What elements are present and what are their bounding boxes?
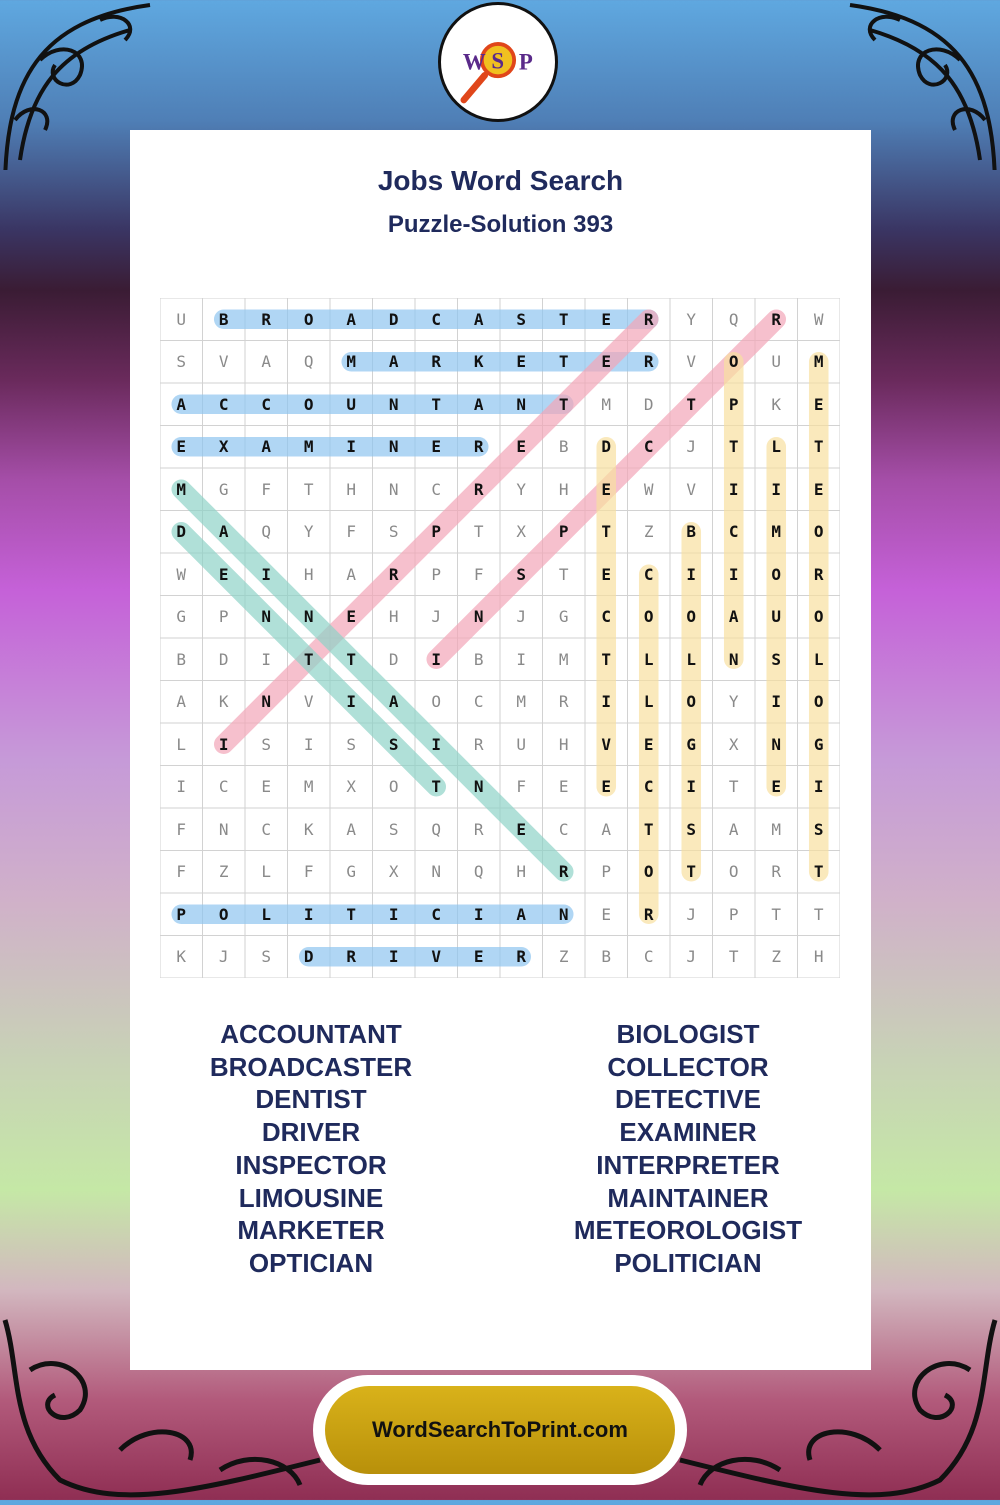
- grid-cell: L: [261, 862, 272, 882]
- grid-cell: T: [728, 777, 739, 797]
- grid-cell: T: [813, 904, 824, 924]
- grid-cell: J: [686, 437, 697, 457]
- grid-cell: I: [728, 564, 739, 584]
- grid-cell: A: [261, 437, 272, 457]
- grid-cell: R: [813, 564, 824, 584]
- grid-cell: T: [558, 309, 569, 329]
- grid-cell: H: [388, 607, 399, 627]
- grid-cell: E: [346, 607, 357, 627]
- grid-cell: G: [813, 734, 824, 754]
- grid-cell: C: [473, 692, 484, 712]
- word-list-item: COLLECTOR: [607, 1051, 769, 1082]
- grid-cell: S: [346, 734, 357, 754]
- grid-cell: P: [176, 904, 187, 924]
- grid-cell: T: [686, 394, 697, 414]
- grid-cell: T: [303, 649, 314, 669]
- grid-cell: M: [516, 692, 527, 712]
- grid-cell: R: [643, 904, 654, 924]
- grid-cell: A: [601, 819, 612, 839]
- website-link[interactable]: WordSearchToPrint.com: [325, 1386, 675, 1474]
- grid-cell: O: [771, 564, 782, 584]
- grid-cell: M: [303, 777, 314, 797]
- grid-cell: E: [813, 394, 824, 414]
- word-list-item: BIOLOGIST: [616, 1019, 760, 1049]
- grid-cell: E: [516, 437, 527, 457]
- grid-cell: I: [771, 692, 782, 712]
- grid-cell: S: [686, 819, 697, 839]
- grid-cell: S: [516, 564, 527, 584]
- grid-cell: T: [346, 904, 357, 924]
- grid-cell: F: [176, 862, 187, 882]
- grid-cell: T: [601, 649, 612, 669]
- grid-cell: T: [686, 862, 697, 882]
- grid-cell: K: [176, 947, 187, 967]
- grid-cell: N: [261, 692, 272, 712]
- grid-cell: T: [431, 394, 442, 414]
- website-badge[interactable]: [313, 1375, 687, 1485]
- grid-cell: V: [303, 692, 314, 712]
- grid-cell: W: [176, 564, 187, 584]
- grid-cell: I: [218, 734, 229, 754]
- grid-cell: R: [771, 309, 782, 329]
- word-list-item: LIMOUSINE: [238, 1182, 384, 1213]
- grid-cell: B: [558, 437, 569, 457]
- grid-cell: M: [176, 479, 187, 499]
- grid-cell: B: [473, 649, 484, 669]
- grid-cell: B: [176, 649, 187, 669]
- grid-cell: U: [346, 394, 357, 414]
- logo-letter-p: P: [518, 49, 533, 75]
- grid-cell: T: [303, 479, 314, 499]
- grid-cell: E: [261, 777, 272, 797]
- grid-cell: O: [813, 692, 824, 712]
- grid-cell: D: [303, 947, 314, 967]
- grid-cell: H: [558, 734, 569, 754]
- grid-cell: R: [473, 734, 484, 754]
- grid-cell: I: [473, 904, 484, 924]
- grid-cell: J: [516, 607, 527, 627]
- grid-cell: N: [473, 777, 484, 797]
- grid-cell: C: [643, 564, 654, 584]
- grid-cell: R: [261, 309, 272, 329]
- grid-cell: H: [813, 947, 824, 967]
- grid-cell: P: [728, 904, 739, 924]
- grid-cell: O: [728, 862, 739, 882]
- grid-cell: O: [643, 862, 654, 882]
- grid-cell: Z: [771, 947, 782, 967]
- grid-cell: N: [431, 862, 442, 882]
- grid-cell: V: [601, 734, 612, 754]
- grid-cell: S: [388, 819, 399, 839]
- grid-cell: I: [303, 734, 314, 754]
- word-list-item: OPTICIAN: [248, 1247, 374, 1278]
- grid-cell: M: [558, 649, 569, 669]
- word-list-item: POLITICIAN: [614, 1247, 762, 1278]
- grid-cell: R: [558, 692, 569, 712]
- grid-cell: Z: [558, 947, 569, 967]
- grid-cell: I: [516, 649, 527, 669]
- grid-cell: S: [771, 649, 782, 669]
- grid-cell: K: [303, 819, 314, 839]
- grid-cell: E: [601, 564, 612, 584]
- grid-cell: N: [388, 479, 399, 499]
- grid-cell: V: [431, 947, 442, 967]
- grid-cell: Y: [686, 309, 697, 329]
- grid-cell: I: [431, 734, 442, 754]
- grid-cell: R: [771, 862, 782, 882]
- grid-cell: F: [261, 479, 272, 499]
- grid-cell: W: [813, 309, 824, 329]
- grid-cell: S: [261, 734, 272, 754]
- word-list-item: MARKETER: [237, 1215, 385, 1246]
- grid-cell: R: [643, 309, 654, 329]
- word-list-item: EXAMINER: [619, 1117, 757, 1148]
- grid-cell: T: [771, 904, 782, 924]
- word-list-item: DENTIST: [255, 1084, 367, 1115]
- grid-cell: O: [303, 394, 314, 414]
- grid-cell: N: [388, 394, 399, 414]
- grid-cell: E: [771, 777, 782, 797]
- grid-cell: N: [558, 904, 569, 924]
- grid-cell: C: [643, 437, 654, 457]
- grid-cell: I: [261, 649, 272, 669]
- grid-cell: P: [431, 564, 442, 584]
- grid-cell: H: [516, 862, 527, 882]
- grid-cell: Y: [516, 479, 527, 499]
- grid-cell: Q: [261, 522, 272, 542]
- grid-cell: A: [388, 692, 399, 712]
- grid-cell: Q: [473, 862, 484, 882]
- grid-cell: E: [813, 479, 824, 499]
- grid-cell: S: [813, 819, 824, 839]
- grid-cell: T: [558, 352, 569, 372]
- grid-cell: A: [473, 309, 484, 329]
- grid-cell: C: [728, 522, 739, 542]
- logo-letter-s: S: [491, 48, 505, 74]
- grid-cell: L: [643, 649, 654, 669]
- grid-cell: B: [686, 522, 697, 542]
- grid-cell: L: [176, 734, 187, 754]
- grid-cell: E: [558, 777, 569, 797]
- word-list-item: DRIVER: [261, 1117, 361, 1148]
- grid-cell: M: [303, 437, 314, 457]
- grid-cell: T: [558, 394, 569, 414]
- grid-cell: X: [218, 437, 229, 457]
- grid-cell: S: [176, 352, 187, 372]
- grid-cell: C: [558, 819, 569, 839]
- grid-cell: L: [813, 649, 824, 669]
- grid-cell: R: [473, 819, 484, 839]
- grid-cell: O: [686, 692, 697, 712]
- grid-cell: N: [771, 734, 782, 754]
- grid-cell: I: [388, 947, 399, 967]
- grid-cell: J: [431, 607, 442, 627]
- grid-cell: A: [728, 607, 739, 627]
- word-list-item: INTERPRETER: [596, 1149, 780, 1180]
- grid-cell: O: [388, 777, 399, 797]
- grid-cell: P: [218, 607, 229, 627]
- grid-cell: A: [261, 352, 272, 372]
- grid-cell: A: [516, 904, 527, 924]
- grid-cell: C: [643, 947, 654, 967]
- grid-cell: C: [261, 819, 272, 839]
- grid-cell: I: [388, 904, 399, 924]
- grid-cell: N: [218, 819, 229, 839]
- grid-cell: I: [431, 649, 442, 669]
- grid-cell: C: [601, 607, 612, 627]
- grid-cell: M: [601, 394, 612, 414]
- grid-cell: F: [303, 862, 314, 882]
- grid-cell: X: [728, 734, 739, 754]
- wsp-logo: [438, 2, 558, 122]
- grid-cell: T: [473, 522, 484, 542]
- grid-cell: A: [346, 819, 357, 839]
- grid-cell: N: [728, 649, 739, 669]
- grid-cell: A: [176, 394, 187, 414]
- word-list-item: BROADCASTER: [209, 1051, 413, 1082]
- grid-cell: E: [473, 947, 484, 967]
- grid-cell: O: [218, 904, 229, 924]
- grid-cell: V: [218, 352, 229, 372]
- grid-cell: R: [346, 947, 357, 967]
- grid-cell: N: [388, 437, 399, 457]
- grid-cell: V: [686, 479, 697, 499]
- grid-cell: T: [813, 862, 824, 882]
- grid-cell: D: [601, 437, 612, 457]
- grid-cell: Q: [303, 352, 314, 372]
- grid-cell: F: [176, 819, 187, 839]
- grid-cell: C: [431, 309, 442, 329]
- grid-cell: T: [728, 437, 739, 457]
- grid-cell: I: [346, 692, 357, 712]
- grid-cell: K: [771, 394, 782, 414]
- grid-cell: A: [346, 564, 357, 584]
- grid-cell: W: [643, 479, 654, 499]
- grid-cell: T: [346, 649, 357, 669]
- grid-cell: E: [516, 819, 527, 839]
- puzzle-title: Jobs Word Search: [377, 165, 624, 196]
- grid-cell: G: [218, 479, 229, 499]
- puzzle-subtitle: Puzzle-Solution 393: [387, 211, 614, 238]
- puzzle-card: [130, 130, 871, 1370]
- grid-cell: P: [558, 522, 569, 542]
- grid-cell: H: [558, 479, 569, 499]
- grid-cell: D: [643, 394, 654, 414]
- grid-cell: T: [431, 777, 442, 797]
- grid-cell: U: [176, 309, 187, 329]
- grid-cell: N: [473, 607, 484, 627]
- grid-cell: P: [431, 522, 442, 542]
- grid-cell: N: [303, 607, 314, 627]
- grid-cell: A: [346, 309, 357, 329]
- grid-cell: R: [558, 862, 569, 882]
- grid-cell: B: [218, 309, 229, 329]
- word-list-right: [503, 1018, 873, 1280]
- grid-cell: E: [176, 437, 187, 457]
- grid-cell: I: [303, 904, 314, 924]
- grid-cell: E: [601, 352, 612, 372]
- logo-letter-w: W: [462, 49, 486, 75]
- grid-cell: N: [261, 607, 272, 627]
- grid-cell: J: [686, 947, 697, 967]
- grid-cell: O: [686, 607, 697, 627]
- grid-cell: D: [218, 649, 229, 669]
- grid-cell: R: [473, 437, 484, 457]
- grid-cell: J: [686, 904, 697, 924]
- grid-cell: Q: [431, 819, 442, 839]
- word-list-item: DETECTIVE: [615, 1084, 761, 1115]
- grid-cell: X: [516, 522, 527, 542]
- grid-cell: H: [346, 479, 357, 499]
- grid-cell: U: [516, 734, 527, 754]
- grid-cell: C: [643, 777, 654, 797]
- grid-cell: I: [728, 479, 739, 499]
- grid-cell: O: [303, 309, 314, 329]
- grid-cell: T: [728, 947, 739, 967]
- grid-cell: E: [516, 352, 527, 372]
- grid-cell: O: [813, 607, 824, 627]
- grid-cell: I: [686, 777, 697, 797]
- grid-cell: B: [601, 947, 612, 967]
- grid-cell: C: [431, 904, 442, 924]
- grid-cell: I: [176, 777, 187, 797]
- grid-cell: S: [261, 947, 272, 967]
- grid-cell: X: [346, 777, 357, 797]
- grid-cell: E: [218, 564, 229, 584]
- grid-cell: S: [388, 734, 399, 754]
- grid-cell: K: [473, 352, 484, 372]
- grid-cell: N: [516, 394, 527, 414]
- grid-cell: T: [558, 564, 569, 584]
- grid-cell: Z: [643, 522, 654, 542]
- word-list-left: [126, 1018, 496, 1280]
- grid-cell: C: [218, 394, 229, 414]
- grid-cell: F: [473, 564, 484, 584]
- grid-cell: C: [261, 394, 272, 414]
- grid-cell: M: [771, 522, 782, 542]
- grid-cell: S: [388, 522, 399, 542]
- grid-cell: I: [771, 479, 782, 499]
- grid-cell: I: [686, 564, 697, 584]
- grid-cell: P: [728, 394, 739, 414]
- word-list-item: MAINTAINER: [607, 1182, 769, 1213]
- grid-cell: D: [388, 649, 399, 669]
- grid-cell: P: [601, 862, 612, 882]
- grid-cell: H: [303, 564, 314, 584]
- grid-cell: G: [558, 607, 569, 627]
- grid-cell: R: [431, 352, 442, 372]
- grid-cell: R: [516, 947, 527, 967]
- grid-cell: E: [601, 904, 612, 924]
- grid-cell: G: [346, 862, 357, 882]
- word-list-item: INSPECTOR: [235, 1149, 387, 1180]
- grid-cell: U: [771, 607, 782, 627]
- grid-cell: M: [771, 819, 782, 839]
- grid-cell: M: [346, 352, 357, 372]
- grid-cell: A: [218, 522, 229, 542]
- grid-cell: Y: [303, 522, 314, 542]
- grid-cell: L: [686, 649, 697, 669]
- grid-cell: I: [601, 692, 612, 712]
- grid-cell: I: [346, 437, 357, 457]
- grid-cell: I: [813, 777, 824, 797]
- grid-cell: K: [218, 692, 229, 712]
- grid-cell: C: [431, 479, 442, 499]
- grid-cell: U: [771, 352, 782, 372]
- grid-cell: O: [431, 692, 442, 712]
- grid-cell: R: [388, 564, 399, 584]
- grid-cell: F: [346, 522, 357, 542]
- grid-cell: F: [516, 777, 527, 797]
- grid-cell: T: [813, 437, 824, 457]
- grid-cell: A: [728, 819, 739, 839]
- grid-cell: T: [601, 522, 612, 542]
- grid-cell: A: [388, 352, 399, 372]
- grid-cell: X: [388, 862, 399, 882]
- word-search-grid: [160, 298, 840, 978]
- grid-cell: O: [643, 607, 654, 627]
- grid-cell: A: [176, 692, 187, 712]
- grid-cell: S: [516, 309, 527, 329]
- grid-cell: J: [218, 947, 229, 967]
- grid-cell: O: [813, 522, 824, 542]
- grid-cell: Z: [218, 862, 229, 882]
- grid-cell: R: [473, 479, 484, 499]
- grid-cell: T: [643, 819, 654, 839]
- grid-cell: I: [261, 564, 272, 584]
- grid-cell: M: [813, 352, 824, 372]
- grid-cell: G: [176, 607, 187, 627]
- word-list-item: METEOROLOGIST: [573, 1215, 803, 1246]
- grid-cell: O: [728, 352, 739, 372]
- grid-cell: G: [686, 734, 697, 754]
- grid-cell: L: [261, 904, 272, 924]
- grid-cell: E: [601, 777, 612, 797]
- grid-cell: C: [218, 777, 229, 797]
- grid-cell: Q: [728, 309, 739, 329]
- grid-cell: E: [431, 437, 442, 457]
- grid-cell: D: [176, 522, 187, 542]
- grid-cell: E: [601, 309, 612, 329]
- grid-cell: L: [643, 692, 654, 712]
- letter-grid: [160, 298, 840, 978]
- word-list-item: ACCOUNTANT: [220, 1019, 402, 1049]
- grid-cell: E: [643, 734, 654, 754]
- grid-cell: E: [601, 479, 612, 499]
- grid-cell: A: [473, 394, 484, 414]
- grid-cell: L: [771, 437, 782, 457]
- grid-cell: R: [643, 352, 654, 372]
- grid-cell: D: [388, 309, 399, 329]
- grid-cell: Y: [728, 692, 739, 712]
- grid-cell: V: [686, 352, 697, 372]
